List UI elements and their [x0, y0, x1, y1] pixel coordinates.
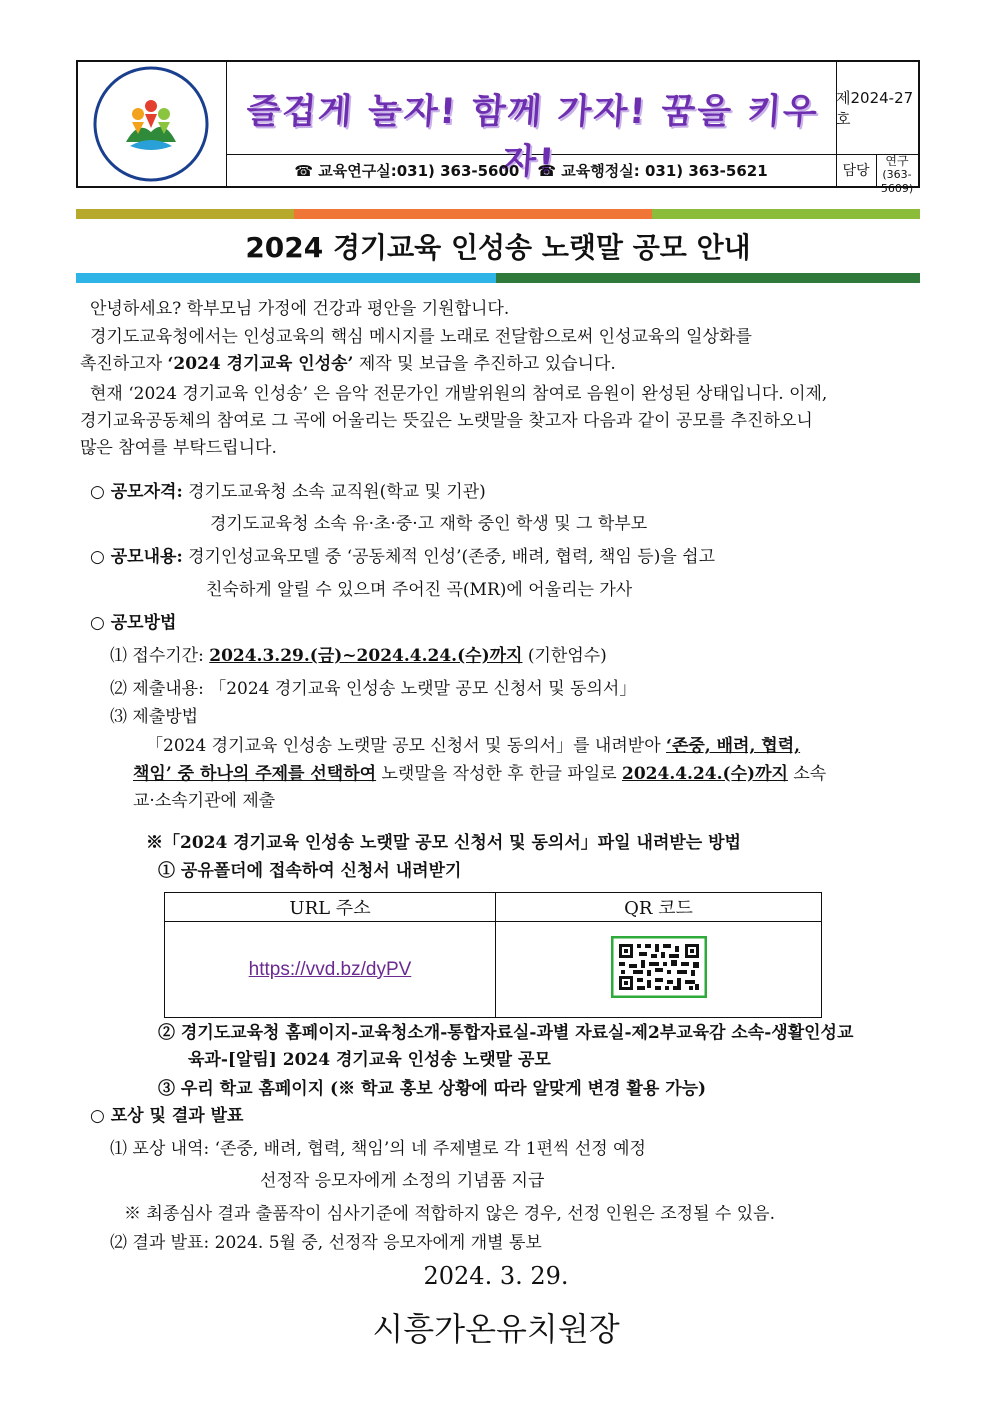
- qr-cell: [496, 922, 822, 1018]
- intro-line-5: 경기교육공동체의 참여로 그 곡에 어울리는 뜻깊은 노랫말을 찾고자 다음과 같이 공모를 추진하오니: [80, 411, 813, 431]
- intro-line-6: 많은 참여를 부탁드립니다.: [80, 438, 277, 458]
- qr-column-header: QR 코드: [496, 893, 822, 922]
- manager-label: 담당: [836, 154, 877, 186]
- bottom-bar-sky: [76, 273, 496, 283]
- top-bar-green: [652, 209, 920, 219]
- download-method-2: ② 경기도교육청 홈페이지-교육청소개-통합자료실-과별 자료실-제2부교육감 소속-생활인성교: [158, 1023, 854, 1043]
- award-heading: ○ 포상 및 결과 발표: [90, 1106, 244, 1126]
- intro-line-1: 안녕하세요? 학부모님 가정에 건강과 평안을 기원합니다.: [90, 299, 510, 319]
- document-date: 2024. 3. 29.: [423, 1262, 569, 1290]
- method-line-2: 책임’ 중 하나의 주제를 선택하여 노랫말을 작성한 후 한글 파일로 2024.4.24.(수)까지 소속: [133, 764, 827, 784]
- intro-line-3: 촉진하고자 ‘2024 경기교육 인성송’ 제작 및 보급을 추진하고 있습니다.: [80, 354, 616, 374]
- url-cell: [165, 922, 496, 1018]
- page-title: 2024 경기교육 인성송 노랫말 공모 안내: [245, 231, 751, 264]
- qualification: ○ 공모자격: 경기도교육청 소속 교직원(학교 및 기관): [90, 482, 486, 502]
- download-note: ※「2024 경기교육 인성송 노랫말 공모 신청서 및 동의서」파일 내려받는 방법: [146, 833, 741, 853]
- issue-number: 제2024-27호: [836, 62, 918, 155]
- logo: [78, 62, 227, 186]
- download-method-1: ① 공유폴더에 접속하여 신청서 내려받기: [158, 861, 462, 881]
- download-table: [164, 892, 822, 1018]
- kindergarten-logo-icon: [78, 62, 224, 186]
- header-box: [76, 60, 920, 195]
- manager-value: [876, 154, 918, 195]
- qualification-line-2: 경기도교육청 소속 유·초·중·고 재학 중인 학생 및 그 학부모: [210, 514, 648, 534]
- slogan: 즐겁게 놀자! 함께 가자! 꿈을 키우자!: [244, 92, 821, 182]
- bottom-bar-green: [496, 273, 920, 283]
- submission-method: ⑶ 제출방법: [110, 707, 199, 727]
- content: ○ 공모내용: 경기인성교육모델 중 ‘공동체적 인성’(존중, 배려, 협력, 책임 등)을 쉽고: [90, 547, 716, 567]
- download-method-3: ③ 우리 학교 홈페이지 (※ 학교 홍보 상황에 따라 알맞게 변경 활용 가능): [158, 1079, 707, 1099]
- contact-phones: [226, 154, 837, 186]
- content-line-2: 친숙하게 알릴 수 있으며 주어진 곡(MR)에 어울리는 가사: [206, 580, 633, 600]
- award-details-line-2: 선정작 응모자에게 소정의 기념품 지급: [260, 1171, 545, 1191]
- download-method-2-cont: 육과-[알림] 2024 경기교육 인성송 노랫말 공모: [188, 1050, 551, 1070]
- intro-line-4: 현재 ‘2024 경기교육 인성송’ 은 음악 전문가인 개발위원의 참여로 음원이 완성된 상태입니다. 이제,: [90, 384, 828, 404]
- admin-office-phone: ☎ 교육행정실: 031) 363-5621: [537, 161, 768, 180]
- submission-contents: ⑵ 제출내용: 「2024 경기교육 인성송 노랫말 공모 신청서 및 동의서」: [110, 679, 637, 699]
- download-link[interactable]: https://vvd.bz/dyPV: [248, 958, 412, 980]
- url-column-header: URL 주소: [165, 893, 496, 922]
- manager-phone: (363-5609): [880, 168, 914, 195]
- top-bar-orange: [294, 209, 652, 219]
- intro-line-2: 경기도교육청에서는 인성교육의 핵심 메시지를 노래로 전달함으로써 인성교육의 일상화를: [90, 327, 752, 347]
- method-line-1: 「2024 경기교육 인성송 노랫말 공모 신청서 및 동의서」를 내려받아 ‘존중, 배려, 협력,: [146, 736, 801, 756]
- method-line-3: 교·소속기관에 제출: [133, 791, 276, 811]
- award-details: ⑴ 포상 내역: ‘존중, 배려, 협력, 책임’의 네 주제별로 각 1편씩 선정 예정: [110, 1139, 646, 1159]
- manager-dept: 연구: [885, 154, 909, 168]
- method-heading: ○ 공모방법: [90, 613, 177, 633]
- result-announcement: ⑵ 결과 발표: 2024. 5월 중, 선정작 응모자에게 개별 통보: [110, 1233, 542, 1253]
- signer: 시흥가온유치원장: [372, 1310, 620, 1348]
- period: ⑴ 접수기간: 2024.3.29.(금)~2024.4.24.(수)까지 (기한엄수): [110, 646, 607, 666]
- qr-code-icon[interactable]: [611, 936, 707, 998]
- research-office-phone: ☎ 교육연구실:031) 363-5600: [294, 161, 520, 180]
- award-note: ※ 최종심사 결과 출품작이 심사기준에 적합하지 않은 경우, 선정 인원은 조정될 수 있음.: [124, 1204, 776, 1224]
- top-bar-yellow: [76, 209, 294, 219]
